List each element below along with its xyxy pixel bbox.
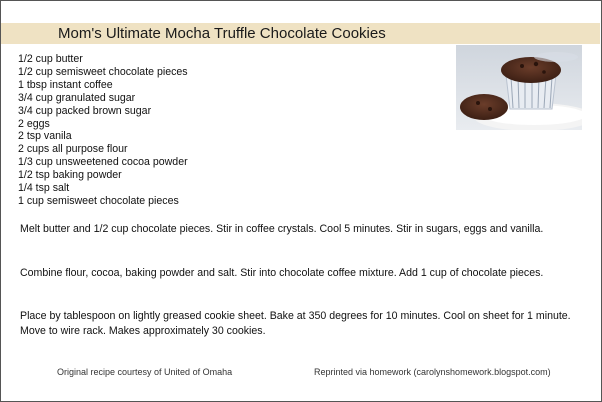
- ingredient-item: 1/4 tsp salt: [18, 182, 70, 195]
- ingredient-item: 2 tsp vanila: [18, 130, 72, 143]
- ingredient-item: 1/2 cup semisweet chocolate pieces: [18, 65, 188, 78]
- ingredient-item: 3/4 cup packed brown sugar: [18, 104, 152, 117]
- ingredient-item: 2 cups all purpose flour: [18, 143, 128, 156]
- recipe-title: Mom's Ultimate Mocha Truffle Chocolate Cookies: [58, 25, 386, 42]
- direction-paragraph: Combine flour, cocoa, baking powder and salt. Stir into chocolate coffee mixture. Add 1 cup of chocolate pieces.: [20, 267, 544, 279]
- ingredient-item: 1/2 tsp baking powder: [18, 169, 122, 182]
- direction-paragraph: Melt butter and 1/2 cup chocolate pieces. Stir in coffee crystals. Cool 5 minutes. Stir in sugars, eggs and vanilla.: [20, 223, 544, 235]
- direction-paragraph: Place by tablespoon on lightly greased cookie sheet. Bake at 350 degrees for 10 minutes. Cool on sheet for 1 minute. Move to wire rack. Makes approximately 30 cookies.: [20, 310, 571, 337]
- ingredient-item: 1/2 cup butter: [18, 53, 83, 65]
- cookie-photo-image: [456, 45, 582, 130]
- ingredient-item: 2 eggs: [18, 117, 50, 130]
- ingredient-list: [18, 53, 188, 208]
- ingredient-item: 3/4 cup granulated sugar: [18, 91, 136, 104]
- footer-credit: Original recipe courtesy of United of Omaha: [57, 367, 233, 377]
- footer-source: Reprinted via homework (carolynshomework.blogspot.com): [314, 367, 551, 377]
- cookie-photo: [456, 45, 582, 130]
- ingredient-item: 1 tbsp instant coffee: [18, 78, 113, 91]
- ingredient-item: 1 cup semisweet chocolate pieces: [18, 194, 179, 207]
- ingredient-item: 1/3 cup unsweetened cocoa powder: [18, 156, 188, 169]
